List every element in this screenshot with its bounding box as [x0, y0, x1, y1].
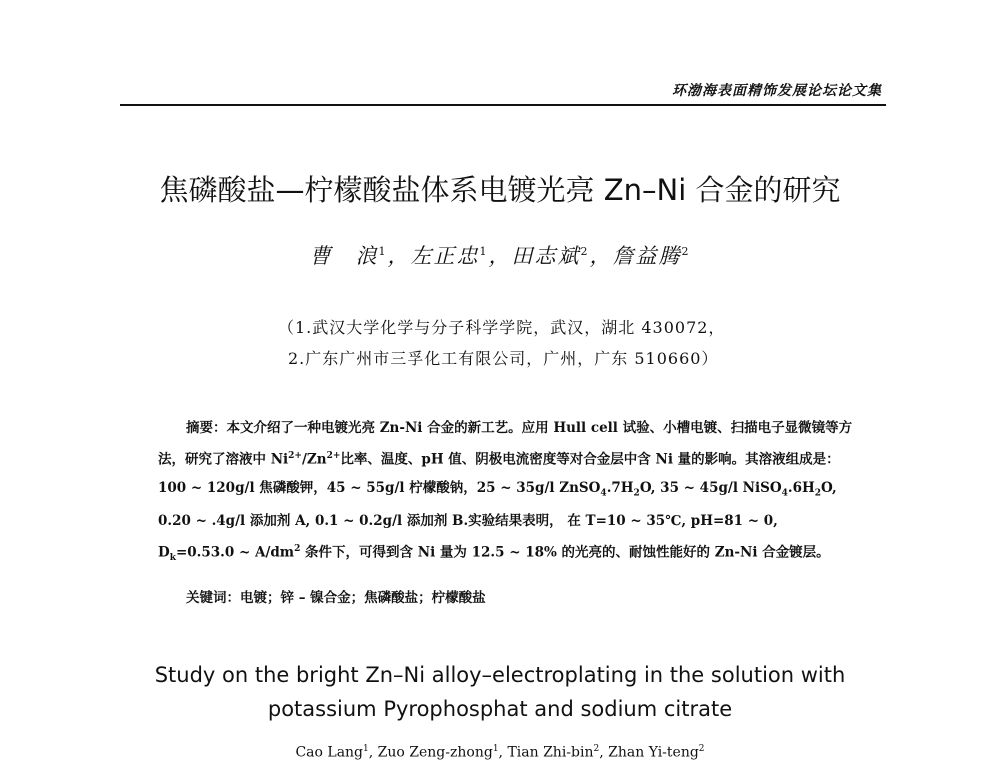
affiliations — [278, 312, 725, 374]
running-head: 环渤海表面精饰发展论坛论文集 — [672, 83, 882, 99]
abstract-text: 摘要：本文介绍了一种电镀光亮 Zn-Ni 合金的新工艺。应用 Hull cell 试验、小槽电镀、扫描电子显微镜等方法，研究了溶液中 Ni — [158, 420, 853, 468]
author-en-separator: , — [498, 744, 508, 761]
abstract-sub: 4 — [781, 488, 788, 499]
abstract-sub: 4 — [600, 488, 607, 499]
author-separator: ， — [589, 244, 613, 268]
abstract-text: 条件下，可得到含 Ni 量为 12.5 ~ 18% 的光亮的、耐蚀性能好的 Zn-Ni 合金镀层。 — [300, 544, 830, 561]
author-en-name: Tian Zhi-bin — [507, 744, 594, 761]
abstract-sup: 2+ — [288, 451, 302, 461]
title-en-line: Study on the bright Zn–Ni alloy–electroplating in the solution with — [154, 663, 846, 687]
author-name: 曹 浪 — [309, 244, 379, 268]
author-en-separator: , — [599, 744, 609, 761]
author-name: 詹益腾 — [612, 244, 682, 268]
abstract-paragraph — [158, 414, 858, 572]
author-separator: ， — [387, 244, 411, 268]
author-affil-mark: 2 — [580, 245, 590, 258]
abstract-sub: 2 — [814, 488, 822, 499]
author-en-affil-mark: 1 — [492, 744, 499, 754]
keywords: 关键词：电镀；锌 – 镍合金；焦磷酸盐；柠檬酸盐 — [186, 590, 486, 606]
title-en-line: potassium Pyrophosphat and sodium citrate — [267, 697, 733, 721]
affiliation-line: （1.武汉大学化学与分子科学学院，武汉，湖北 430072， — [278, 318, 726, 337]
author-en-name: Zhan Yi-teng — [608, 744, 699, 761]
author-en-affil-mark: 1 — [363, 744, 369, 754]
abstract — [158, 414, 858, 572]
author-name: 田志斌 — [511, 244, 581, 268]
author-separator: ， — [488, 244, 512, 268]
author-en-affil-mark: 2 — [698, 744, 705, 754]
author-en-affil-mark: 2 — [593, 744, 600, 754]
title-en — [0, 658, 1000, 726]
author-name: 左正忠 — [410, 244, 480, 268]
author-affil-mark: 1 — [378, 245, 388, 258]
abstract-sub: 2 — [633, 488, 640, 499]
author-affil-mark: 1 — [479, 245, 489, 258]
abstract-sup: 2 — [294, 544, 301, 555]
header-rule — [120, 104, 886, 106]
author-en-name: Cao Lang — [295, 744, 364, 761]
author-en-separator: , — [368, 744, 378, 761]
abstract-sup: 2+ — [326, 451, 341, 461]
author-en-name: Zuo Zeng-zhong — [377, 744, 493, 761]
abstract-sub: k — [169, 553, 176, 564]
abstract-text: O, 0.20 ~ .4g/l 添加剂 A, 0.1 ~ 0.2g/l 添加剂 B.实验结果表明， 在 T=10 ~ 35℃, pH=81 ~ 0, D — [158, 479, 837, 561]
abstract-text: .7H — [606, 479, 634, 496]
authors-cn — [0, 240, 1000, 270]
authors-en — [0, 744, 1000, 761]
author-affil-mark: 2 — [681, 245, 691, 258]
affiliation-line: 2.广东广州市三孚化工有限公司，广州，广东 510660） — [288, 349, 719, 368]
abstract-text: /Zn — [301, 451, 327, 468]
abstract-text: 比率、温度、pH 值、阴极电流密度等对合金层中含 Ni 量的影响。其溶液组成是：100 ~ 120g/l 焦磷酸钾，45 ~ 55g/l 柠檬酸钠，25 ~ 35g/l ZnSO — [158, 451, 840, 496]
abstract-text: .6H — [787, 479, 815, 496]
title-cn: 焦磷酸盐—柠檬酸盐体系电镀光亮 Zn–Ni 合金的研究 — [159, 173, 841, 207]
abstract-text: =0.53.0 ~ A/dm — [175, 544, 295, 561]
abstract-text: O, 35 ~ 45g/l NiSO — [639, 479, 782, 496]
